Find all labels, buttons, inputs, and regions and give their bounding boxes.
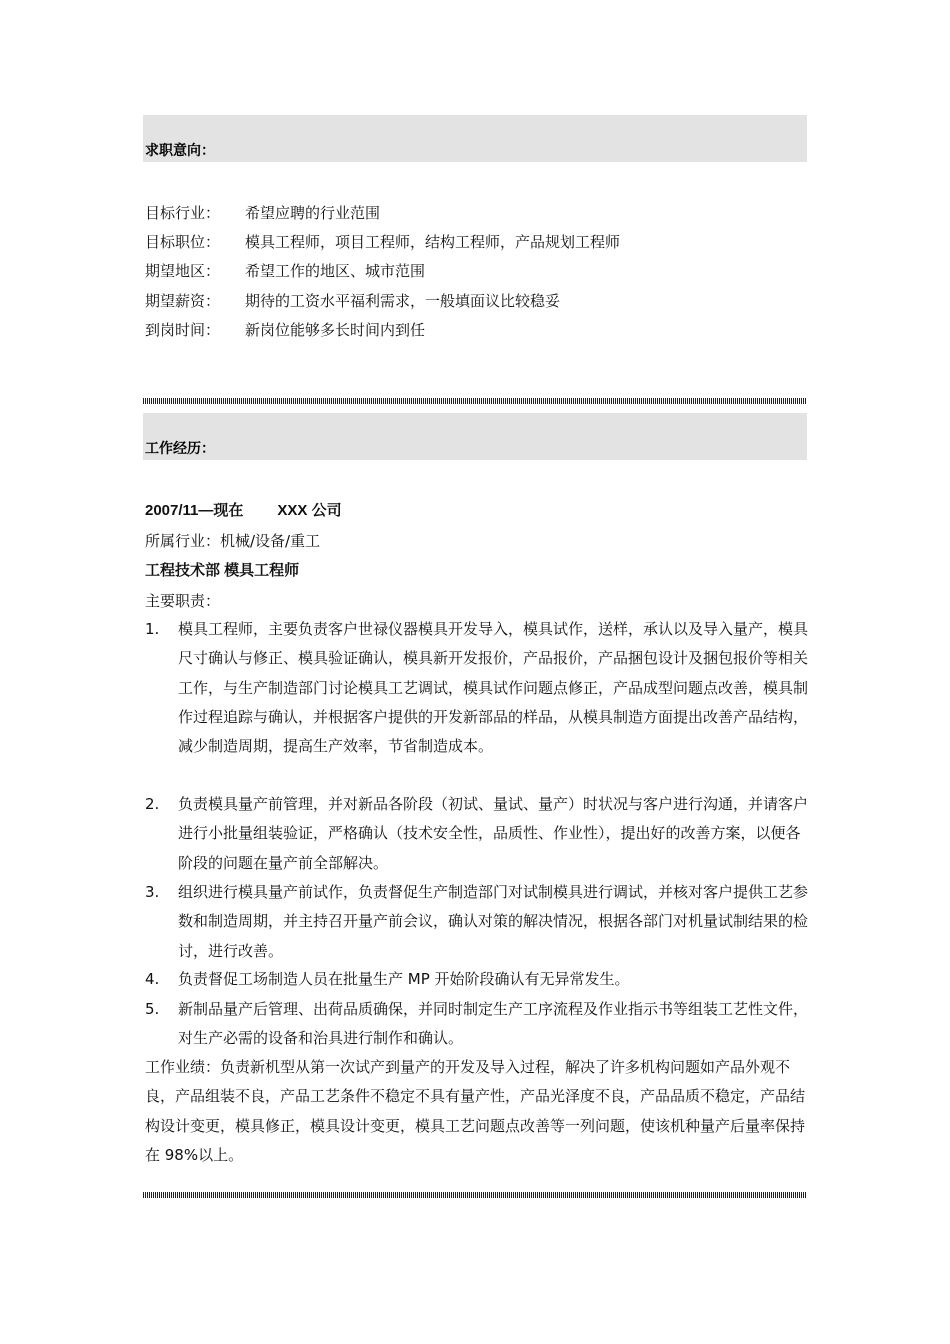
job-industry: 所属行业：机械/设备/重工 (145, 532, 321, 550)
section-header-intent (143, 115, 807, 162)
duty-number: 2. (145, 795, 160, 813)
intent-row-position (145, 232, 620, 252)
intent-value: 希望应聘的行业范围 (245, 204, 381, 222)
duty-text: 模具工程师，主要负责客户世禄仪器模具开发导入，模具试作，送样，承认以及导入量产，模具尺寸确认与修正、模具验证确认，模具新开发报价，产品报价，产品捆包设计及捆包报价等相关工作，与生产制造部门讨论模具工艺调试，模具试作问题点修正，产品成型问题点改善，模具制作过程追踪与确认，并根据客户提供的开发新部品的样品，从模具制造方面提出改善产品结构，减少制造周期，提高生产效率，节省制造成本。 (178, 620, 809, 756)
job-dept-title: 工程技术部 模具工程师 (145, 562, 300, 579)
duties-label: 主要职责： (145, 592, 221, 610)
section-title-work: 工作经历： (145, 441, 215, 457)
job-heading (145, 501, 342, 521)
intent-label: 到岗时间： (145, 321, 221, 339)
intent-value: 模具工程师，项目工程师，结构工程师，产品规划工程师 (245, 233, 621, 251)
intent-label: 期望地区： (145, 262, 221, 280)
section-title-intent: 求职意向： (145, 143, 215, 159)
duty-number: 3. (145, 883, 160, 901)
intent-label: 目标行业： (145, 204, 221, 222)
section-divider (143, 1192, 807, 1198)
job-company: XXX 公司 (277, 502, 342, 519)
intent-row-industry (145, 203, 380, 223)
job-achievement: 工作业绩：负责新机型从第一次试产到量产的开发及导入过程，解决了许多机构问题如产品外观不良，产品组装不良，产品工艺条件不稳定不具有量产性，产品光泽度不良，产品品质不稳定，产品结构设计变更，模具修正，模具设计变更，模具工艺问题点改善等一列问题，使该机种量产后量率保持在 98%以上。 (145, 1058, 806, 1164)
intent-label: 期望薪资： (145, 292, 221, 310)
duty-text: 负责模具量产前管理，并对新品各阶段（初试、量试、量产）时状况与客户进行沟通，并请客户进行小批量组装验证，严格确认（技术安全性，品质性、作业性），提出好的改善方案，以便各阶段的问题在量产前全部解决。 (178, 795, 809, 872)
intent-value: 期待的工资水平福利需求，一般填面议比较稳妥 (245, 292, 561, 310)
intent-value: 希望工作的地区、城市范围 (245, 262, 426, 280)
duty-number: 4. (145, 970, 160, 988)
duty-text: 负责督促工场制造人员在批量生产 MP 开始阶段确认有无异常发生。 (178, 970, 630, 988)
section-divider (143, 398, 807, 404)
intent-value: 新岗位能够多长时间内到任 (245, 321, 426, 339)
section-header-work (143, 413, 807, 460)
intent-row-region (145, 261, 425, 281)
intent-label: 目标职位： (145, 233, 221, 251)
job-period: 2007/11—现在 (145, 502, 244, 519)
intent-row-start (145, 320, 425, 340)
duty-number: 1. (145, 620, 160, 638)
duty-number: 5. (145, 1000, 160, 1018)
duty-text: 组织进行模具量产前试作，负责督促生产制造部门对试制模具进行调试，并核对客户提供工艺参数和制造周期，并主持召开量产前会议，确认对策的解决情况，根据各部门对机量试制结果的检讨，进行改善。 (178, 883, 809, 960)
duty-text: 新制品量产后管理、出荷品质确保，并同时制定生产工序流程及作业指示书等组装工艺性文件，对生产必需的设备和治具进行制作和确认。 (178, 1000, 809, 1048)
intent-row-salary (145, 291, 560, 311)
